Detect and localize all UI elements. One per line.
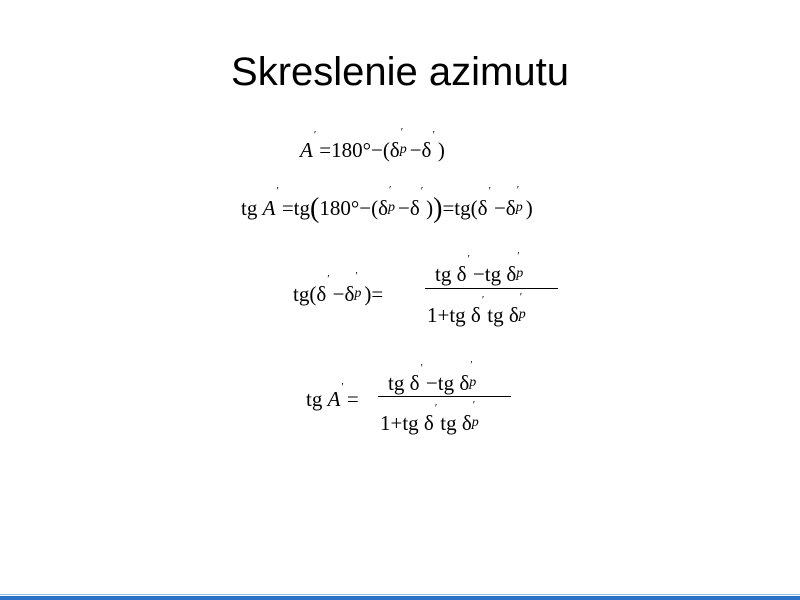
footer-line-light xyxy=(0,594,800,595)
equation-2: tg A′=tg(180°−(δ ′ p −δ′))=tg(δ′−δ ′ p ) xyxy=(241,184,533,224)
equation-1: A′=180°−(δ ′ p −δ′) xyxy=(300,126,445,162)
slide-title: Skreslenie azimutu xyxy=(231,50,569,94)
footer-line xyxy=(0,596,800,600)
